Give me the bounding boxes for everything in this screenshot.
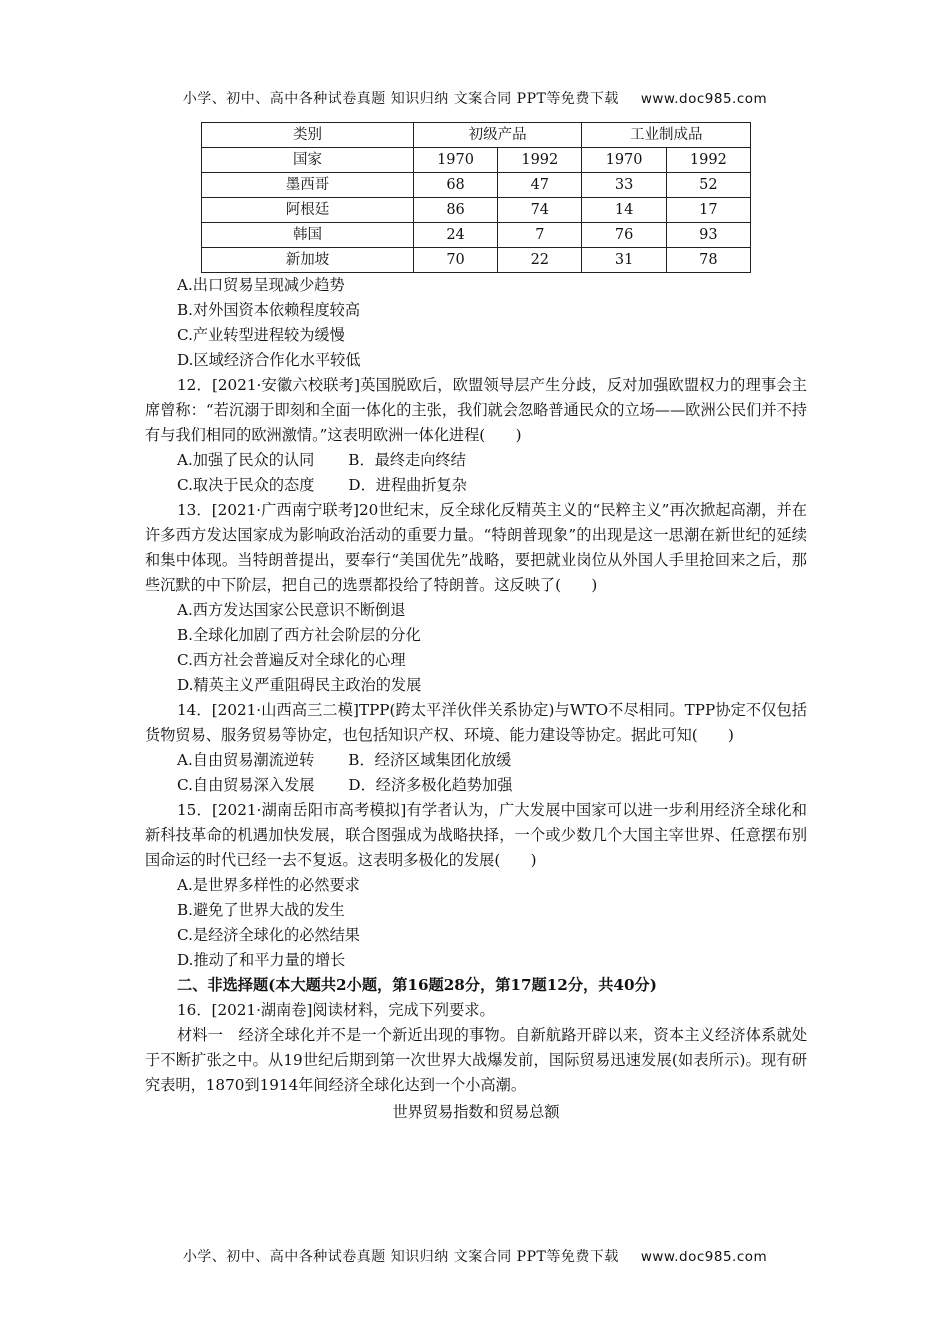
q14-options-row1 bbox=[145, 748, 807, 773]
q16-table-title: 世界贸易指数和贸易总额 bbox=[392, 1103, 560, 1121]
q13-option-a: A.西方发达国家公民意识不断倒退 bbox=[177, 601, 406, 619]
q11-option-d: D.区域经济合作化水平较低 bbox=[177, 351, 361, 369]
table-corner-bottom: 国家 bbox=[202, 148, 414, 173]
table-cell: 93 bbox=[666, 223, 750, 248]
table-cell: 76 bbox=[582, 223, 666, 248]
page-content bbox=[145, 122, 807, 1125]
q12-stem: 12．[2021·安徽六校联考]英国脱欧后，欧盟领导层产生分歧，反对加强欧盟权力的理事会主席曾称：“若沉溺于即刻和全面一体化的主张，我们就会忽略普通民众的立场——欧洲公民们并不持有与我们相同的欧洲激情。”这表明欧洲一体化进程( ) bbox=[145, 376, 807, 444]
q11-option-b: B.对外国资本依赖程度较高 bbox=[177, 301, 361, 319]
q12-option-d: D．进程曲折复杂 bbox=[348, 476, 467, 494]
q14-option-a: A.自由贸易潮流逆转 bbox=[177, 751, 315, 769]
table-cell: 31 bbox=[582, 248, 666, 273]
q14-options-row2 bbox=[145, 773, 807, 798]
q12-options-row1 bbox=[145, 448, 807, 473]
table-corner-top: 类别 bbox=[202, 123, 414, 148]
q11-option-a: A.出口贸易呈现减少趋势 bbox=[177, 276, 345, 294]
table-row bbox=[202, 248, 751, 273]
table-year: 1970 bbox=[582, 148, 666, 173]
q11-option-c: C.产业转型进程较为缓慢 bbox=[177, 326, 345, 344]
section-title: 二、非选择题(本大题共2小题，第16题28分，第17题12分，共40分) bbox=[177, 976, 657, 994]
q15-option-b: B.避免了世界大战的发生 bbox=[177, 901, 345, 919]
footer-site: www.doc985.com bbox=[640, 1249, 768, 1265]
q15-option-a: A.是世界多样性的必然要求 bbox=[177, 876, 360, 894]
table-country: 墨西哥 bbox=[202, 173, 414, 198]
q15-option-d: D.推动了和平力量的增长 bbox=[177, 951, 346, 969]
table-group-industrial: 工业制成品 bbox=[582, 123, 751, 148]
table-year: 1992 bbox=[666, 148, 750, 173]
table-group-primary: 初级产品 bbox=[413, 123, 582, 148]
table-row bbox=[202, 173, 751, 198]
q16-stem: 16．[2021·湖南卷]阅读材料，完成下列要求。 bbox=[177, 1001, 495, 1019]
export-table bbox=[201, 122, 751, 273]
table-cell: 33 bbox=[582, 173, 666, 198]
table-country: 新加坡 bbox=[202, 248, 414, 273]
q15-stem: 15．[2021·湖南岳阳市高考模拟]有学者认为，广大发展中国家可以进一步利用经济全球化和新科技革命的机遇加快发展，联合图强成为战略抉择，一个或少数几个大国主宰世界、任意摆布别国命运的时代已经一去不复返。这表明多极化的发展( ) bbox=[145, 801, 807, 869]
table-header-row bbox=[202, 123, 751, 148]
table-cell: 78 bbox=[666, 248, 750, 273]
q14-option-d: D．经济多极化趋势加强 bbox=[348, 776, 513, 794]
table-cell: 70 bbox=[413, 248, 497, 273]
table-cell: 7 bbox=[498, 223, 582, 248]
q14-option-c: C.自由贸易深入发展 bbox=[177, 776, 315, 794]
table-cell: 24 bbox=[413, 223, 497, 248]
table-year-row bbox=[202, 148, 751, 173]
q12-options-row2 bbox=[145, 473, 807, 498]
table-country: 韩国 bbox=[202, 223, 414, 248]
table-cell: 68 bbox=[413, 173, 497, 198]
q15-option-c: C.是经济全球化的必然结果 bbox=[177, 926, 360, 944]
q13-option-b: B.全球化加剧了西方社会阶层的分化 bbox=[177, 626, 421, 644]
q12-option-a: A.加强了民众的认同 bbox=[177, 451, 315, 469]
page-footer bbox=[0, 1246, 950, 1266]
table-cell: 86 bbox=[413, 198, 497, 223]
table-row bbox=[202, 198, 751, 223]
q14-option-b: B．经济区域集团化放缓 bbox=[348, 751, 512, 769]
q12-option-c: C.取决于民众的态度 bbox=[177, 476, 315, 494]
header-site: www.doc985.com bbox=[640, 91, 768, 107]
q12-option-b: B．最终走向终结 bbox=[348, 451, 466, 469]
table-cell: 52 bbox=[666, 173, 750, 198]
table-cell: 14 bbox=[582, 198, 666, 223]
q14-stem: 14．[2021·山西高三二模]TPP(跨太平洋伙伴关系协定)与WTO不尽相同。TPP协定不仅包括货物贸易、服务贸易等协定，也包括知识产权、环境、能力建设等协定。据此可知( ) bbox=[145, 701, 807, 744]
q16-material: 材料一 经济全球化并不是一个新近出现的事物。自新航路开辟以来，资本主义经济体系就处于不断扩张之中。从19世纪后期到第一次世界大战爆发前，国际贸易迅速发展(如表所示)。现有研究表明，1870到1914年间经济全球化达到一个小高潮。 bbox=[145, 1026, 807, 1094]
table-cell: 74 bbox=[498, 198, 582, 223]
page-header bbox=[0, 88, 950, 108]
table-cell: 47 bbox=[498, 173, 582, 198]
footer-text: 小学、初中、高中各种试卷真题 知识归纳 文案合同 PPT等免费下载 bbox=[182, 1249, 619, 1265]
table-cell: 17 bbox=[666, 198, 750, 223]
table-year: 1992 bbox=[498, 148, 582, 173]
table-country: 阿根廷 bbox=[202, 198, 414, 223]
q13-option-d: D.精英主义严重阻碍民主政治的发展 bbox=[177, 676, 422, 694]
table-year: 1970 bbox=[413, 148, 497, 173]
q13-option-c: C.西方社会普遍反对全球化的心理 bbox=[177, 651, 406, 669]
table-cell: 22 bbox=[498, 248, 582, 273]
q13-stem: 13．[2021·广西南宁联考]20世纪末，反全球化反精英主义的“民粹主义”再次掀起高潮，并在许多西方发达国家成为影响政治活动的重要力量。“特朗普现象”的出现是这一思潮在新世纪的延续和集中体现。当特朗普提出，要奉行“美国优先”战略，要把就业岗位从外国人手里抢回来之后，那些沉默的中下阶层，把自己的选票都投给了特朗普。这反映了( ) bbox=[145, 501, 807, 594]
header-text: 小学、初中、高中各种试卷真题 知识归纳 文案合同 PPT等免费下载 bbox=[182, 91, 619, 107]
table-row bbox=[202, 223, 751, 248]
